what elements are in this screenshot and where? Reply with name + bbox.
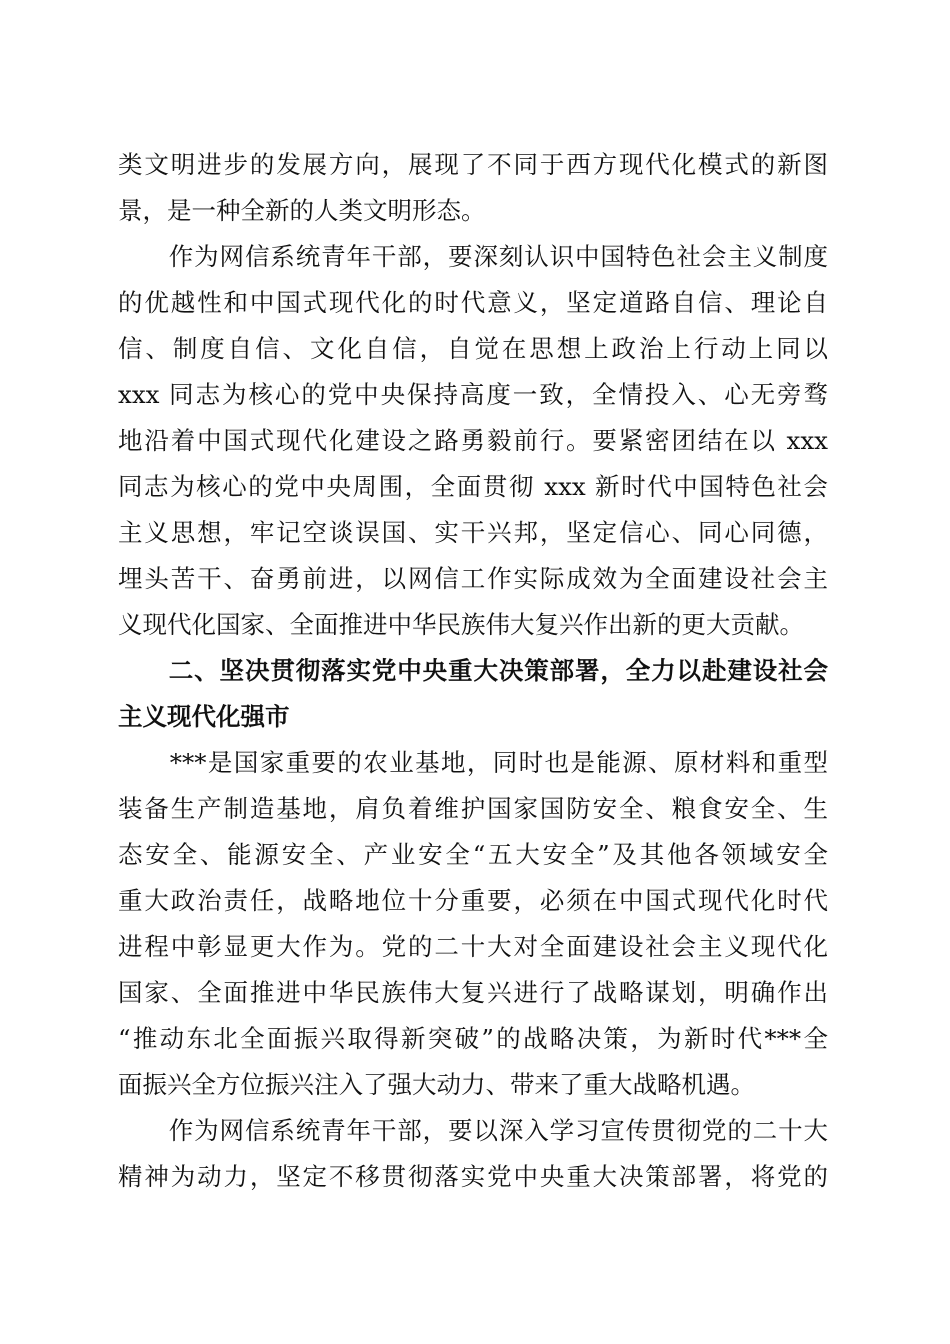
text-line: 的优越性和中国式现代化的时代意义，坚定道路自信、理论自: [118, 288, 828, 317]
text-line: 埋头苦干、奋勇前进，以网信工作实际成效为全面建设社会主: [118, 564, 828, 593]
text-line: 进程中彰显更大作为。党的二十大对全面建设社会主义现代化: [118, 932, 828, 961]
text-line: 作为网信系统青年干部，要以深入学习宣传贯彻党的二十大: [118, 1116, 828, 1145]
text-line: 信、制度自信、文化自信，自觉在思想上政治上行动上同以: [118, 334, 828, 363]
section-heading: 二、坚决贯彻落实党中央重大决策部署，全力以赴建设社会: [118, 656, 828, 685]
text-line: 态安全、能源安全、产业安全“五大安全”及其他各领域安全: [118, 840, 828, 869]
text-line: 国家、全面推进中华民族伟大复兴进行了战略谋划，明确作出: [118, 978, 828, 1007]
text-line: 义现代化国家、全面推进中华民族伟大复兴作出新的更大贡献。: [118, 610, 804, 639]
text-line: 地沿着中国式现代化建设之路勇毅前行。要紧密团结在以 xxx: [118, 426, 828, 455]
text-line: 类文明进步的发展方向，展现了不同于西方现代化模式的新图: [118, 150, 828, 179]
text-line: 面振兴全方位振兴注入了强大动力、带来了重大战略机遇。: [118, 1070, 755, 1099]
text-line: ***是国家重要的农业基地，同时也是能源、原材料和重型: [118, 748, 828, 777]
text-line: 精神为动力，坚定不移贯彻落实党中央重大决策部署，将党的: [118, 1162, 828, 1191]
text-line: 主义思想，牢记空谈误国、实干兴邦，坚定信心、同心同德，: [118, 518, 828, 547]
text-line: 装备生产制造基地，肩负着维护国家国防安全、粮食安全、生: [118, 794, 828, 823]
text-line: “推动东北全面振兴取得新突破”的战略决策，为新时代***全: [118, 1024, 828, 1053]
text-line: 景，是一种全新的人类文明形态。: [118, 196, 486, 225]
text-line: 同志为核心的党中央周围，全面贯彻 xxx 新时代中国特色社会: [118, 472, 828, 501]
text-line: 作为网信系统青年干部，要深刻认识中国特色社会主义制度: [118, 242, 828, 271]
text-line: xxx 同志为核心的党中央保持高度一致，全情投入、心无旁骛: [118, 380, 828, 409]
section-heading: 主义现代化强市: [118, 702, 290, 731]
text-line: 重大政治责任，战略地位十分重要，必须在中国式现代化时代: [118, 886, 828, 915]
